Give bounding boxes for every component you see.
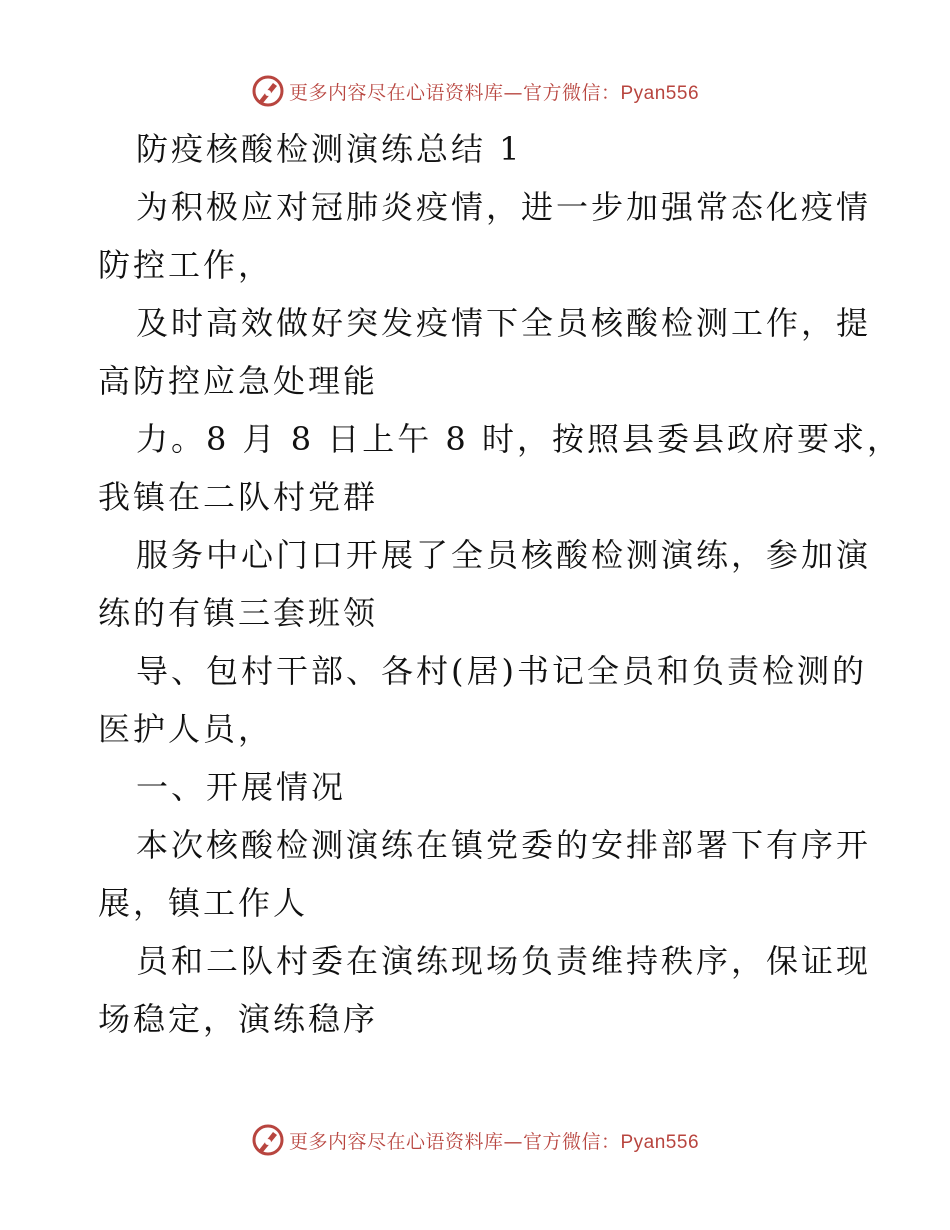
watermark-separator: —: [503, 81, 523, 104]
document-body: [98, 120, 902, 1048]
watermark-site: 更多内容尽在心语资料库: [288, 1130, 504, 1153]
watermark-id: Pyan556: [620, 1131, 700, 1153]
text-line: 医护人员，: [98, 710, 274, 748]
text-line: 练的有镇三套班领: [98, 594, 379, 632]
text-line: 高防控应急处理能: [98, 362, 379, 400]
footer-watermark: [0, 1120, 950, 1160]
text-line: 为积极应对冠肺炎疫情，进一步加强常态化疫情: [136, 188, 872, 226]
text-line: 员和二队村委在演练现场负责维持秩序，保证现: [136, 942, 872, 980]
watermark-id: Pyan556: [620, 82, 700, 104]
watermark-label: 官方微信：: [522, 1130, 621, 1153]
text-line: 服务中心门口开展了全员核酸检测演练，参加演: [136, 536, 872, 574]
text-line: 场稳定，演练稳序: [98, 1000, 379, 1038]
watermark-text: [289, 1127, 699, 1154]
text-line: 力。8 月 8 日上午 8 时，按照县委县政府要求，: [136, 420, 902, 458]
pen-logo-icon: [251, 74, 285, 108]
text-line: 导、包村干部、各村(居)书记全员和负责检测的: [136, 652, 867, 690]
text-line: 展，镇工作人: [98, 884, 309, 922]
pen-logo-icon: [251, 1123, 285, 1157]
header-watermark: [0, 71, 950, 111]
watermark-text: [289, 78, 699, 105]
text-line: 一、开展情况: [136, 768, 347, 806]
text-line: 及时高效做好突发疫情下全员核酸检测工作，提: [136, 304, 872, 342]
watermark-label: 官方微信：: [522, 81, 621, 104]
text-line: 我镇在二队村党群: [98, 478, 379, 516]
text-line: 防控工作，: [98, 246, 274, 284]
document-title: 防疫核酸检测演练总结 1: [136, 130, 523, 168]
text-line: 本次核酸检测演练在镇党委的安排部署下有序开: [136, 826, 872, 864]
watermark-site: 更多内容尽在心语资料库: [288, 81, 504, 104]
watermark-separator: —: [503, 1130, 523, 1153]
